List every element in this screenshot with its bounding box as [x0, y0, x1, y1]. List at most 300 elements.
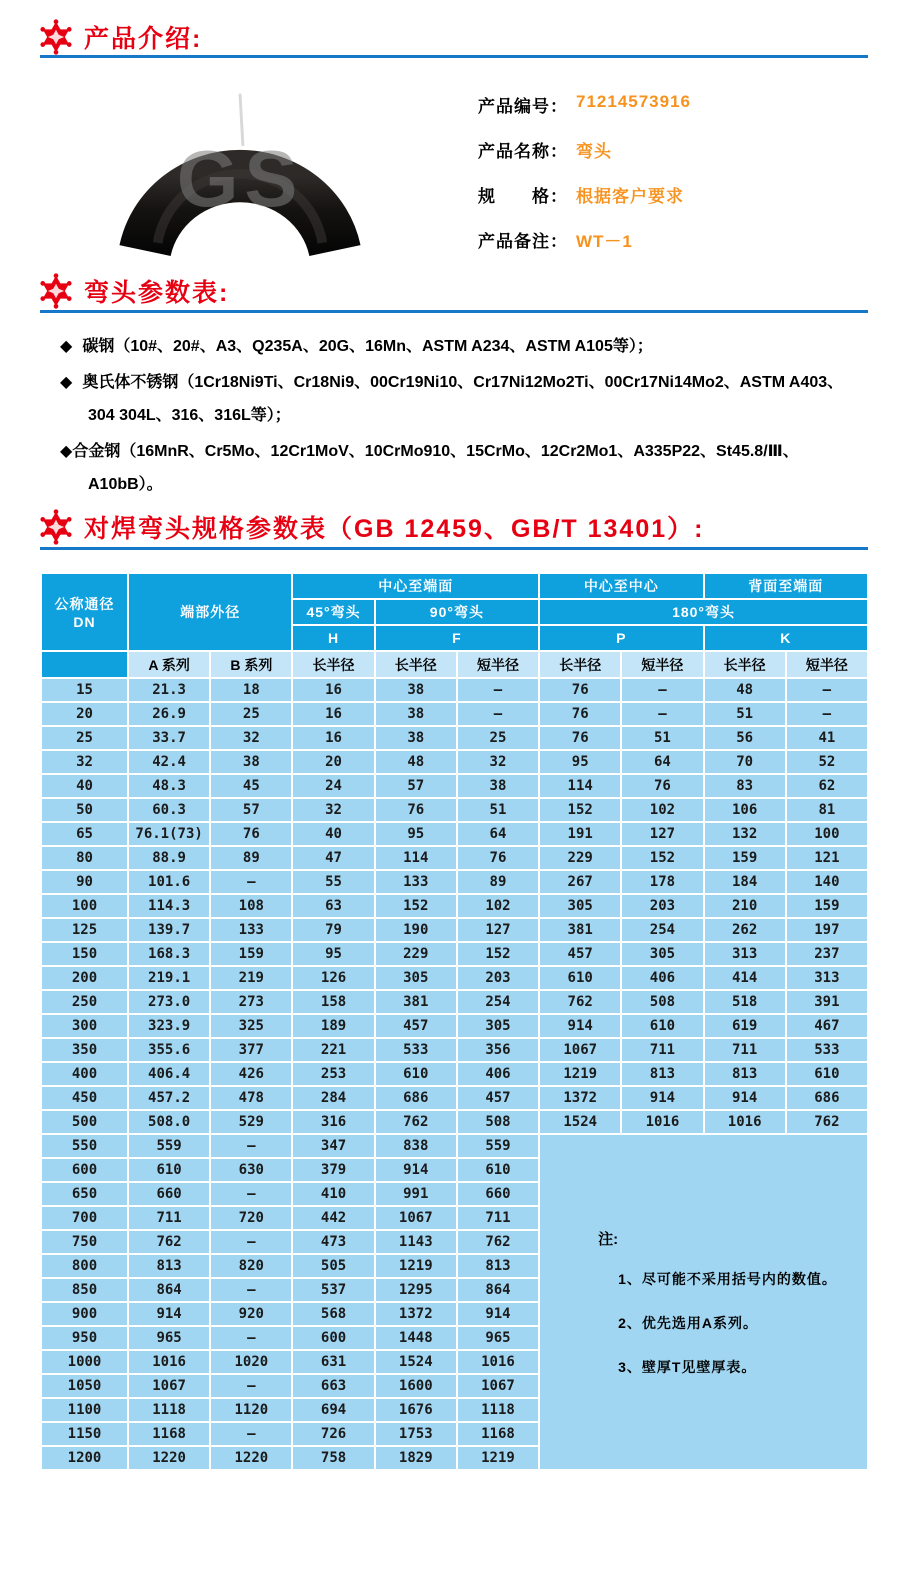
table-cell: 900: [41, 1302, 128, 1326]
table-cell: —: [210, 1422, 292, 1446]
table-cell: 76: [539, 726, 621, 750]
table-cell: 76: [375, 798, 457, 822]
table-cell: 52: [786, 750, 868, 774]
material-item: [60, 366, 866, 432]
table-cell: 62: [786, 774, 868, 798]
table-cell: 1118: [457, 1398, 539, 1422]
table-cell: 95: [292, 942, 374, 966]
table-cell: 518: [704, 990, 786, 1014]
table-cell: 25: [41, 726, 128, 750]
table-cell: 762: [457, 1230, 539, 1254]
header-center-to-face: 中心至端面: [292, 573, 539, 599]
table-row: [41, 894, 868, 918]
table-cell: 450: [41, 1086, 128, 1110]
diamond-bullet-icon: ◆: [60, 443, 73, 460]
table-cell: 20: [292, 750, 374, 774]
table-cell: 1829: [375, 1446, 457, 1470]
table-cell: 189: [292, 1014, 374, 1038]
table-cell: 758: [292, 1446, 374, 1470]
table-cell: 1118: [128, 1398, 210, 1422]
table-cell: —: [210, 1278, 292, 1302]
table-header-row: [41, 573, 868, 599]
table-cell: 1200: [41, 1446, 128, 1470]
table-cell: 1067: [375, 1206, 457, 1230]
table-cell: 250: [41, 990, 128, 1014]
material-item: [60, 435, 866, 501]
material-text: 奥氏体不锈钢（1Cr18Ni9Ti、Cr18Ni9、00Cr19Ni10、Cr17Ni12Mo2Ti、00Cr17Ni14Mo2、ASTM A403、304 304L、316、316L等）；: [82, 374, 844, 424]
table-cell: 508: [621, 990, 703, 1014]
table-cell: 76: [457, 846, 539, 870]
table-cell: 273.0: [128, 990, 210, 1014]
red-star-icon: [38, 273, 74, 309]
table-cell: 457: [539, 942, 621, 966]
red-star-icon: [38, 19, 74, 55]
table-cell: 1067: [539, 1038, 621, 1062]
section-spec-title: 对焊弯头规格参数表（GB 12459、GB/T 13401）:: [84, 515, 705, 543]
table-cell: 600: [292, 1326, 374, 1350]
table-cell: 1020: [210, 1350, 292, 1374]
table-note-cell: [539, 1134, 868, 1470]
table-cell: 219.1: [128, 966, 210, 990]
table-cell: 559: [128, 1134, 210, 1158]
table-cell: 48: [704, 678, 786, 702]
table-cell: 203: [621, 894, 703, 918]
table-cell: 762: [375, 1110, 457, 1134]
table-cell: 694: [292, 1398, 374, 1422]
table-cell: 1050: [41, 1374, 128, 1398]
table-cell: 711: [457, 1206, 539, 1230]
table-cell: 610: [786, 1062, 868, 1086]
table-cell: 660: [457, 1182, 539, 1206]
table-row: [41, 678, 868, 702]
subheader-short-radius: 短半径: [457, 651, 539, 678]
table-row: [41, 966, 868, 990]
table-cell: 100: [41, 894, 128, 918]
header-k: K: [704, 625, 868, 651]
table-row: [41, 1086, 868, 1110]
table-cell: 1220: [128, 1446, 210, 1470]
product-image: [85, 86, 395, 264]
field-label: 产品备注：: [478, 232, 568, 251]
table-row: [41, 846, 868, 870]
table-cell: 391: [786, 990, 868, 1014]
table-cell: 229: [375, 942, 457, 966]
table-cell: 229: [539, 846, 621, 870]
table-cell: 473: [292, 1230, 374, 1254]
table-cell: 158: [292, 990, 374, 1014]
table-cell: 219: [210, 966, 292, 990]
table-cell: 159: [704, 846, 786, 870]
table-cell: 711: [128, 1206, 210, 1230]
table-cell: 508: [457, 1110, 539, 1134]
table-cell: 48.3: [128, 774, 210, 798]
field-value: WT－1: [576, 232, 633, 251]
table-cell: 610: [375, 1062, 457, 1086]
table-cell: 442: [292, 1206, 374, 1230]
table-cell: 1100: [41, 1398, 128, 1422]
table-cell: 253: [292, 1062, 374, 1086]
table-cell: 726: [292, 1422, 374, 1446]
table-cell: 406.4: [128, 1062, 210, 1086]
table-cell: 95: [539, 750, 621, 774]
table-cell: 126: [292, 966, 374, 990]
table-cell: 16: [292, 726, 374, 750]
table-cell: 864: [457, 1278, 539, 1302]
table-cell: 1016: [128, 1350, 210, 1374]
table-cell: 125: [41, 918, 128, 942]
table-cell: 813: [457, 1254, 539, 1278]
table-cell: 100: [786, 822, 868, 846]
table-row: [41, 1062, 868, 1086]
materials-list: [60, 330, 866, 504]
table-cell: 700: [41, 1206, 128, 1230]
field-value: 71214573916: [576, 92, 692, 111]
table-cell: 1600: [375, 1374, 457, 1398]
table-cell: 533: [375, 1038, 457, 1062]
table-row: [41, 942, 868, 966]
table-cell: 191: [539, 822, 621, 846]
table-cell: —: [210, 1230, 292, 1254]
table-cell: 152: [457, 942, 539, 966]
table-cell: 914: [621, 1086, 703, 1110]
table-cell: 381: [539, 918, 621, 942]
table-cell: 1000: [41, 1350, 128, 1374]
table-cell: 83: [704, 774, 786, 798]
subheader-long-radius: 长半径: [539, 651, 621, 678]
table-row: [41, 798, 868, 822]
table-cell: 79: [292, 918, 374, 942]
table-cell: 610: [457, 1158, 539, 1182]
table-cell: 650: [41, 1182, 128, 1206]
table-row: [41, 702, 868, 726]
table-cell: 168.3: [128, 942, 210, 966]
table-row: [41, 870, 868, 894]
table-cell: 16: [292, 678, 374, 702]
table-cell: 81: [786, 798, 868, 822]
table-cell: 1067: [128, 1374, 210, 1398]
table-cell: 48: [375, 750, 457, 774]
table-cell: 1372: [375, 1302, 457, 1326]
table-cell: 1168: [128, 1422, 210, 1446]
header-end-od: 端部外径: [128, 573, 292, 651]
divider-rule: [40, 310, 868, 313]
table-cell: 38: [457, 774, 539, 798]
table-cell: 159: [786, 894, 868, 918]
header-dn: 公称通径 DN: [41, 573, 128, 651]
table-cell: —: [457, 678, 539, 702]
spec-table: [40, 572, 869, 1471]
table-cell: 813: [621, 1062, 703, 1086]
table-cell: 610: [128, 1158, 210, 1182]
table-cell: 133: [210, 918, 292, 942]
field-value: 根据客户要求: [576, 187, 684, 206]
table-cell: 1753: [375, 1422, 457, 1446]
table-cell: 237: [786, 942, 868, 966]
table-cell: 356: [457, 1038, 539, 1062]
table-cell: —: [786, 702, 868, 726]
subheader-long-radius: 长半径: [292, 651, 374, 678]
table-cell: 114: [539, 774, 621, 798]
table-cell: 600: [41, 1158, 128, 1182]
elbow-figure: [85, 86, 395, 264]
table-cell: 800: [41, 1254, 128, 1278]
table-cell: 150: [41, 942, 128, 966]
table-cell: 40: [41, 774, 128, 798]
table-cell: 108: [210, 894, 292, 918]
note-item: 1、尽可能不采用括号内的数值。: [618, 1270, 837, 1287]
table-cell: 1150: [41, 1422, 128, 1446]
table-cell: 139.7: [128, 918, 210, 942]
table-cell: 65: [41, 822, 128, 846]
table-cell: 762: [128, 1230, 210, 1254]
table-row: [41, 990, 868, 1014]
table-cell: 313: [786, 966, 868, 990]
table-cell: 38: [210, 750, 292, 774]
table-cell: 750: [41, 1230, 128, 1254]
section-intro-header: [38, 19, 202, 55]
watermark-text: GS: [176, 134, 304, 223]
field-label: 产品编号：: [478, 97, 568, 116]
table-cell: 914: [539, 1014, 621, 1038]
table-cell: 813: [704, 1062, 786, 1086]
field-label: 规 格：: [478, 187, 568, 206]
table-cell: 568: [292, 1302, 374, 1326]
table-cell: 63: [292, 894, 374, 918]
table-cell: 90: [41, 870, 128, 894]
table-cell: 159: [210, 942, 292, 966]
subheader-long-radius: 长半径: [375, 651, 457, 678]
table-cell: 350: [41, 1038, 128, 1062]
table-cell: 991: [375, 1182, 457, 1206]
table-cell: 1524: [539, 1110, 621, 1134]
table-cell: 965: [128, 1326, 210, 1350]
table-cell: 500: [41, 1110, 128, 1134]
table-cell: 347: [292, 1134, 374, 1158]
header-h: H: [292, 625, 374, 651]
table-cell: 102: [621, 798, 703, 822]
table-cell: 152: [539, 798, 621, 822]
table-cell: 95: [375, 822, 457, 846]
table-cell: —: [210, 1134, 292, 1158]
table-cell: 610: [539, 966, 621, 990]
table-cell: 184: [704, 870, 786, 894]
subheader-series-a: A 系列: [128, 651, 210, 678]
table-cell: 24: [292, 774, 374, 798]
table-row: [41, 774, 868, 798]
table-row: [41, 1038, 868, 1062]
table-cell: 720: [210, 1206, 292, 1230]
table-cell: 457: [375, 1014, 457, 1038]
table-cell: 254: [457, 990, 539, 1014]
table-cell: 711: [704, 1038, 786, 1062]
table-cell: 914: [375, 1158, 457, 1182]
table-cell: 305: [375, 966, 457, 990]
header-p: P: [539, 625, 703, 651]
header-center-to-center: 中心至中心: [539, 573, 703, 599]
table-cell: 262: [704, 918, 786, 942]
table-cell: 132: [704, 822, 786, 846]
table-cell: 537: [292, 1278, 374, 1302]
table-cell: 76: [539, 678, 621, 702]
table-cell: 950: [41, 1326, 128, 1350]
table-cell: 914: [457, 1302, 539, 1326]
table-cell: —: [210, 1326, 292, 1350]
table-row: [41, 1110, 868, 1134]
table-cell: 914: [704, 1086, 786, 1110]
table-cell: 313: [704, 942, 786, 966]
table-cell: 45: [210, 774, 292, 798]
table-cell: 505: [292, 1254, 374, 1278]
table-cell: —: [786, 678, 868, 702]
table-cell: 101.6: [128, 870, 210, 894]
table-cell: 41: [786, 726, 868, 750]
table-cell: 305: [539, 894, 621, 918]
table-cell: 197: [786, 918, 868, 942]
table-cell: 32: [457, 750, 539, 774]
table-cell: 355.6: [128, 1038, 210, 1062]
table-cell: 16: [292, 702, 374, 726]
table-cell: 529: [210, 1110, 292, 1134]
table-cell: 50: [41, 798, 128, 822]
table-cell: 121: [786, 846, 868, 870]
material-text: 合金钢（16MnR、Cr5Mo、12Cr1MoV、10CrMo910、15CrMo、12Cr2Mo1、A335P22、St45.8/Ⅲ、A10bB）。: [72, 443, 799, 493]
table-cell: 40: [292, 822, 374, 846]
section-intro-title: 产品介绍:: [84, 25, 203, 53]
table-cell: 381: [375, 990, 457, 1014]
spec-table-body: [41, 678, 868, 1470]
table-cell: 64: [457, 822, 539, 846]
table-cell: 820: [210, 1254, 292, 1278]
table-cell: 38: [375, 702, 457, 726]
table-cell: 660: [128, 1182, 210, 1206]
table-cell: 56: [704, 726, 786, 750]
subheader-long-radius: 长半径: [704, 651, 786, 678]
table-cell: 467: [786, 1014, 868, 1038]
table-cell: 300: [41, 1014, 128, 1038]
table-row: [41, 1014, 868, 1038]
table-cell: 55: [292, 870, 374, 894]
table-cell: 114.3: [128, 894, 210, 918]
note-item: 2、优先选用A系列。: [618, 1314, 758, 1331]
table-cell: 106: [704, 798, 786, 822]
table-cell: 406: [457, 1062, 539, 1086]
table-cell: 559: [457, 1134, 539, 1158]
table-cell: 284: [292, 1086, 374, 1110]
diamond-bullet-icon: ◆: [60, 374, 73, 391]
table-row: [41, 1134, 868, 1158]
table-cell: 89: [210, 846, 292, 870]
table-cell: 1120: [210, 1398, 292, 1422]
material-item: [60, 330, 866, 363]
table-cell: 406: [621, 966, 703, 990]
table-cell: 1219: [457, 1446, 539, 1470]
table-cell: 686: [786, 1086, 868, 1110]
header-45: 45°弯头: [292, 599, 374, 625]
table-cell: 38: [375, 678, 457, 702]
table-cell: 920: [210, 1302, 292, 1326]
table-cell: 457.2: [128, 1086, 210, 1110]
table-cell: —: [210, 1374, 292, 1398]
table-cell: 1524: [375, 1350, 457, 1374]
table-cell: 25: [210, 702, 292, 726]
table-cell: 1295: [375, 1278, 457, 1302]
table-cell: 1143: [375, 1230, 457, 1254]
table-cell: 20: [41, 702, 128, 726]
table-cell: 400: [41, 1062, 128, 1086]
table-cell: 80: [41, 846, 128, 870]
table-cell: 686: [375, 1086, 457, 1110]
table-cell: 1372: [539, 1086, 621, 1110]
table-cell: 32: [210, 726, 292, 750]
section-spec-header: [38, 509, 704, 545]
table-row: [41, 918, 868, 942]
table-cell: 60.3: [128, 798, 210, 822]
subheader-short-radius: 短半径: [621, 651, 703, 678]
table-cell: 1220: [210, 1446, 292, 1470]
table-cell: 178: [621, 870, 703, 894]
table-cell: 203: [457, 966, 539, 990]
table-cell: —: [621, 702, 703, 726]
table-cell: 1168: [457, 1422, 539, 1446]
product-info: [478, 92, 691, 272]
table-cell: 457: [457, 1086, 539, 1110]
table-cell: 210: [704, 894, 786, 918]
table-row: [41, 750, 868, 774]
table-cell: 325: [210, 1014, 292, 1038]
table-cell: 379: [292, 1158, 374, 1182]
table-cell: 127: [621, 822, 703, 846]
table-cell: 305: [457, 1014, 539, 1038]
table-cell: 114: [375, 846, 457, 870]
table-cell: 1448: [375, 1326, 457, 1350]
header-back-to-face: 背面至端面: [704, 573, 868, 599]
table-cell: 89: [457, 870, 539, 894]
table-cell: 76: [539, 702, 621, 726]
table-cell: 965: [457, 1326, 539, 1350]
table-cell: 140: [786, 870, 868, 894]
table-cell: 316: [292, 1110, 374, 1134]
product-field-row: [478, 227, 691, 272]
subheader-series-b: B 系列: [210, 651, 292, 678]
table-cell: 1219: [375, 1254, 457, 1278]
table-cell: 42.4: [128, 750, 210, 774]
table-cell: 190: [375, 918, 457, 942]
table-cell: 1016: [621, 1110, 703, 1134]
table-cell: 33.7: [128, 726, 210, 750]
table-cell: 813: [128, 1254, 210, 1278]
table-cell: 70: [704, 750, 786, 774]
table-cell: 200: [41, 966, 128, 990]
table-cell: 663: [292, 1374, 374, 1398]
table-cell: 18: [210, 678, 292, 702]
table-cell: 619: [704, 1014, 786, 1038]
table-cell: 133: [375, 870, 457, 894]
table-cell: 47: [292, 846, 374, 870]
table-cell: 88.9: [128, 846, 210, 870]
diamond-bullet-icon: ◆: [60, 338, 73, 355]
table-cell: 478: [210, 1086, 292, 1110]
table-cell: 1016: [704, 1110, 786, 1134]
table-row: [41, 726, 868, 750]
table-cell: 64: [621, 750, 703, 774]
table-cell: 254: [621, 918, 703, 942]
table-cell: 32: [41, 750, 128, 774]
table-cell: 850: [41, 1278, 128, 1302]
table-cell: 914: [128, 1302, 210, 1326]
table-cell: 864: [128, 1278, 210, 1302]
table-cell: 57: [210, 798, 292, 822]
table-cell: 762: [539, 990, 621, 1014]
